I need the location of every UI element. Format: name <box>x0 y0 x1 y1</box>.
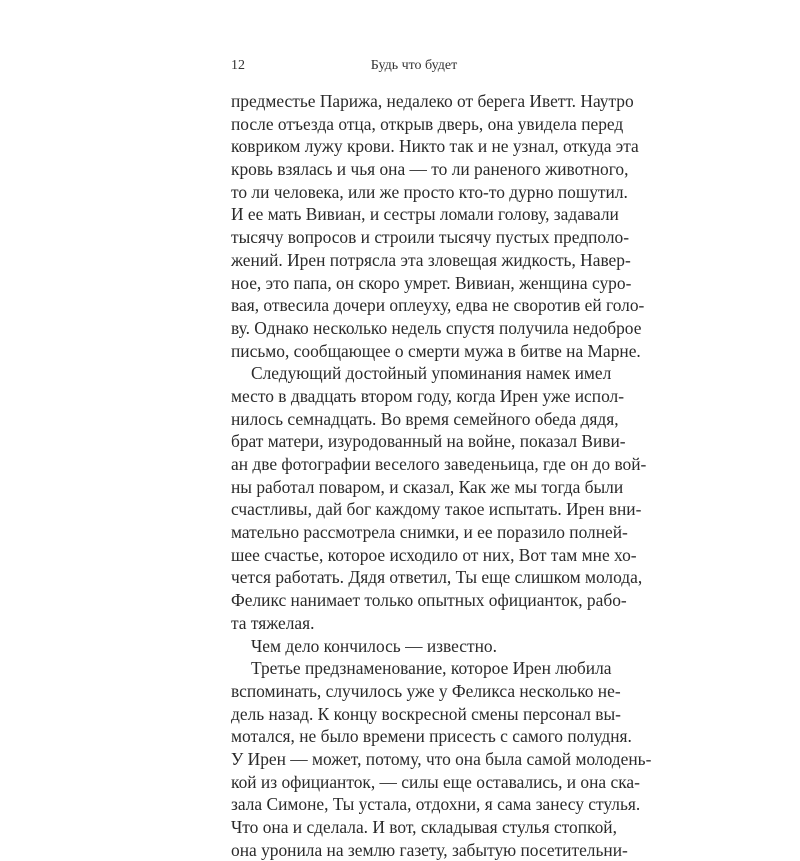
text-line: нилось семнадцать. Во время семейного обеда дядя, <box>231 408 619 429</box>
text-line: вая, отвесила дочери оплеуху, едва не своротив ей голо- <box>231 295 645 316</box>
text-line: шее счастье, которое исходило от них, Вот там мне хо- <box>231 544 637 565</box>
text-line: зала Симоне, Ты устала, отдохни, я сама занесу стулья. <box>231 794 641 815</box>
body-text <box>231 90 652 861</box>
text-line: Третье предзнаменование, которое Ирен любила <box>251 658 612 679</box>
text-line: ковриком лужу крови. Никто так и не узнал, откуда эта <box>231 136 639 157</box>
text-line: чется работать. Дядя ответил, Ты еще слишком молода, <box>231 567 643 588</box>
text-line: мотался, не было времени присесть с самого полудня. <box>231 726 632 747</box>
text-line: кровь взялась и чья она — то ли раненого животного, <box>231 159 629 180</box>
text-line: она уронила на землю газету, забытую посетительни- <box>231 839 628 860</box>
text-line: мательно рассмотрела снимки, и ее поразило полней- <box>231 522 628 543</box>
text-line: жений. Ирен потрясла эта зловещая жидкость, Навер- <box>231 249 631 270</box>
text-line: предместье Парижа, недалеко от берега Иветт. Наутро <box>231 91 634 111</box>
text-line: Следующий достойный упоминания намек имел <box>251 363 612 384</box>
text-line: после отъезда отца, открыв дверь, она увидела перед <box>231 113 624 134</box>
text-line: ное, это папа, он скоро умрет. Вивиан, женщина суро- <box>231 272 632 293</box>
running-title: Будь что будет <box>370 58 458 73</box>
text-line: вспоминать, случилось уже у Феликса несколько не- <box>231 680 621 701</box>
text-line: Чем дело кончилось — известно. <box>251 635 497 656</box>
text-line: та тяжелая. <box>231 612 315 633</box>
text-line: письмо, сообщающее о смерти мужа в битве на Марне. <box>231 340 641 361</box>
text-line: кой из официанток, — силы еще оставались, и она ска- <box>231 771 640 792</box>
page-number: 12 <box>231 58 245 73</box>
text-line: ан две фотографии веселого заведеньица, где он до вой- <box>231 454 647 474</box>
text-line: ву. Однако несколько недель спустя получила недоброе <box>231 317 642 338</box>
text-line: ны работал поваром, и сказал, Как же мы тогда были <box>231 476 624 497</box>
text-line: тысячу вопросов и строили тысячу пустых предполо- <box>231 227 630 248</box>
running-header <box>231 58 597 78</box>
text-line: счастливы, дай бог каждому такое испытать. Ирен вни- <box>231 499 642 520</box>
text-line: У Ирен — может, потому, что она была самой молодень- <box>231 748 652 769</box>
text-line: И ее мать Вивиан, и сестры ломали голову, задавали <box>231 204 619 225</box>
text-line: Что она и сделала. И вот, складывая стулья стопкой, <box>231 817 617 837</box>
text-line: то ли человека, или же просто кто-то дурно пошутил. <box>231 181 628 202</box>
text-line: дель назад. К концу воскресной смены персонал вы- <box>231 703 621 724</box>
text-line: брат матери, изуродованный на войне, показал Виви- <box>231 431 626 452</box>
text-line: место в двадцать втором году, когда Ирен уже испол- <box>231 385 625 406</box>
text-line: Феликс нанимает только опытных официанток, рабо- <box>231 590 627 611</box>
